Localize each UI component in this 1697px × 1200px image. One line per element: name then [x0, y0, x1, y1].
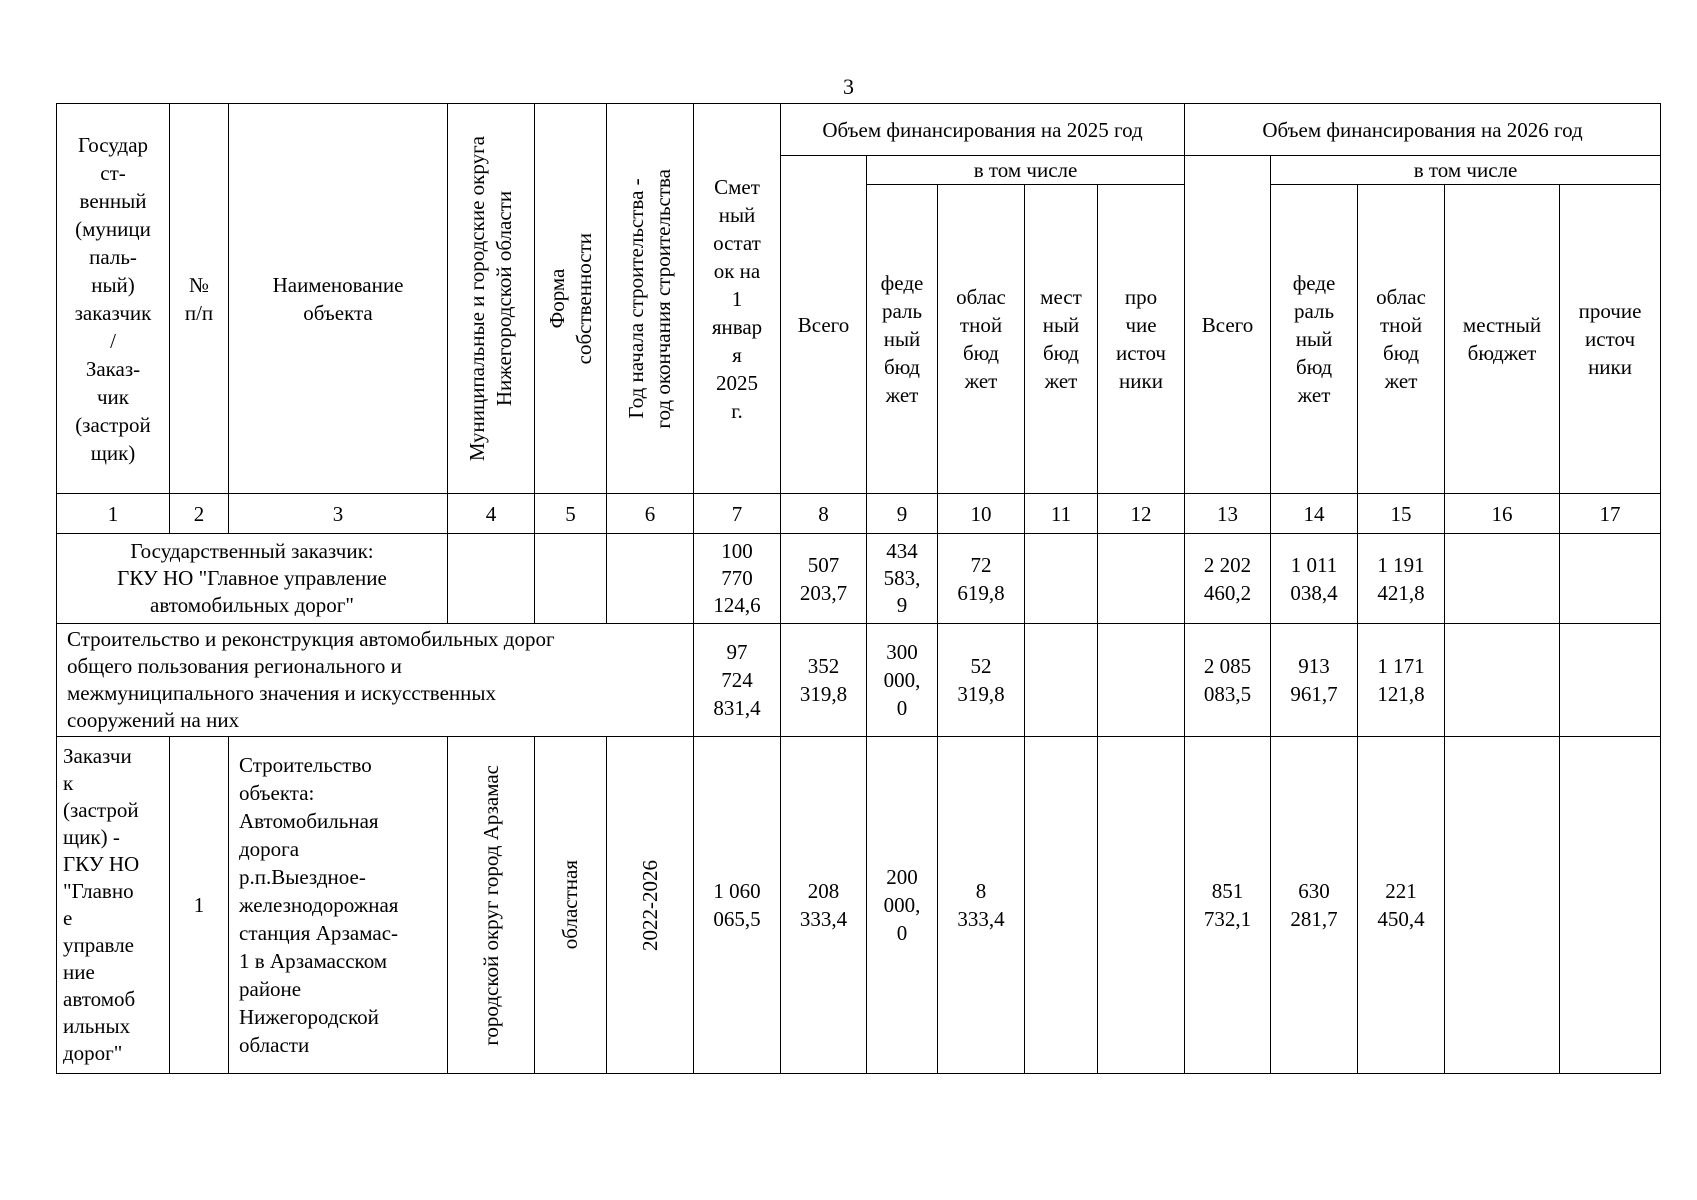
header-federal-2025: феде раль ный бюд жет	[867, 185, 938, 494]
column-number: 15	[1358, 494, 1445, 534]
item-municipality-text: городской округ город Арзамас	[478, 764, 503, 1046]
empty-cell	[1098, 534, 1185, 624]
header-municipality	[448, 104, 535, 494]
column-number: 6	[607, 494, 694, 534]
estimate-value: 1 060 065,5	[694, 737, 781, 1074]
column-number: 10	[938, 494, 1025, 534]
table-row-state-customer	[57, 534, 1661, 624]
column-number-row	[57, 494, 1661, 534]
header-local-2026: местный бюджет	[1445, 185, 1560, 494]
federal-2025-value: 200 000, 0	[867, 737, 938, 1074]
column-number: 2	[170, 494, 229, 534]
header-years	[607, 104, 694, 494]
header-incl-2025: в том числе	[867, 156, 1185, 185]
column-number: 5	[535, 494, 607, 534]
financing-table	[56, 103, 1661, 1074]
regional-2025-value: 52 319,8	[938, 624, 1025, 737]
header-federal-2026: феде раль ный бюд жет	[1271, 185, 1358, 494]
federal-2025-value: 300 000, 0	[867, 624, 938, 737]
section-label: Строительство и реконструкция автомобильных дорог общего пользования регионального и межмуниципального значения и искусственных сооружений на них	[57, 624, 694, 737]
total-2026-value: 2 202 460,2	[1185, 534, 1271, 624]
empty-cell	[1025, 534, 1098, 624]
empty-cell	[535, 534, 607, 624]
page-number: 3	[843, 74, 854, 99]
column-number: 17	[1560, 494, 1661, 534]
table-row-item-1	[57, 737, 1661, 1074]
empty-cell	[1098, 624, 1185, 737]
regional-2025-value: 72 619,8	[938, 534, 1025, 624]
empty-cell	[448, 534, 535, 624]
column-number: 7	[694, 494, 781, 534]
item-object-name: Строительство объекта: Автомобильная дорога р.п.Выездное- железнодорожная станция Арзамас- 1 в Арзамасском районе Нижегородской области	[229, 737, 448, 1074]
regional-2026-value: 1 171 121,8	[1358, 624, 1445, 737]
item-years-text: 2022-2026	[637, 859, 662, 951]
empty-cell	[1098, 737, 1185, 1074]
regional-2026-value: 1 191 421,8	[1358, 534, 1445, 624]
header-customer: Государ ст- венный (муници паль- ный) заказчик / Заказ- чик (застрой щик)	[57, 104, 170, 494]
header-years-text: Год начала строительства - год окончания строительства	[624, 168, 675, 429]
state-customer-label: Государственный заказчик: ГКУ НО "Главное управление автомобильных дорог"	[57, 534, 448, 624]
federal-2026-value: 1 011 038,4	[1271, 534, 1358, 624]
item-ownership	[535, 737, 607, 1074]
column-number: 4	[448, 494, 535, 534]
header-other-2025: про чие источ ники	[1098, 185, 1185, 494]
header-ownership	[535, 104, 607, 494]
total-2025-value: 208 333,4	[781, 737, 867, 1074]
estimate-value: 100 770 124,6	[694, 534, 781, 624]
item-customer: Заказчи к (застрой щик) - ГКУ НО "Главно е управле ние автомоб ильных дорог"	[57, 737, 170, 1074]
header-other-2026: прочие источ ники	[1560, 185, 1661, 494]
total-2025-value: 507 203,7	[781, 534, 867, 624]
item-municipality	[448, 737, 535, 1074]
header-ownership-text: Форма собственности	[544, 232, 596, 365]
header-fin-2025: Объем финансирования на 2025 год	[781, 104, 1185, 156]
column-number: 14	[1271, 494, 1358, 534]
header-object-name: Наименование объекта	[229, 104, 448, 494]
total-2026-value: 2 085 083,5	[1185, 624, 1271, 737]
header-regional-2026: облас тной бюд жет	[1358, 185, 1445, 494]
federal-2026-value: 913 961,7	[1271, 624, 1358, 737]
header-row	[57, 104, 1661, 156]
header-estimate: Смет ный остат ок на 1 январ я 2025 г.	[694, 104, 781, 494]
empty-cell	[1560, 534, 1661, 624]
column-number: 8	[781, 494, 867, 534]
item-ownership-text: областная	[558, 860, 582, 950]
empty-cell	[1445, 534, 1560, 624]
item-years	[607, 737, 694, 1074]
column-number: 13	[1185, 494, 1271, 534]
column-number: 16	[1445, 494, 1560, 534]
column-number: 1	[57, 494, 170, 534]
header-municipality-text: Муниципальные и городские округа Нижегородской области	[465, 135, 516, 462]
column-number: 3	[229, 494, 448, 534]
header-total-2026: Всего	[1185, 156, 1271, 494]
column-number: 9	[867, 494, 938, 534]
header-num: № п/п	[170, 104, 229, 494]
item-num: 1	[170, 737, 229, 1074]
total-2025-value: 352 319,8	[781, 624, 867, 737]
empty-cell	[1025, 737, 1098, 1074]
table-row-section	[57, 624, 1661, 737]
header-total-2025: Всего	[781, 156, 867, 494]
federal-2026-value: 630 281,7	[1271, 737, 1358, 1074]
regional-2025-value: 8 333,4	[938, 737, 1025, 1074]
total-2026-value: 851 732,1	[1185, 737, 1271, 1074]
empty-cell	[1560, 737, 1661, 1074]
column-number: 12	[1098, 494, 1185, 534]
header-regional-2025: облас тной бюд жет	[938, 185, 1025, 494]
estimate-value: 97 724 831,4	[694, 624, 781, 737]
empty-cell	[1445, 737, 1560, 1074]
federal-2025-value: 434 583, 9	[867, 534, 938, 624]
empty-cell	[1445, 624, 1560, 737]
empty-cell	[1560, 624, 1661, 737]
empty-cell	[607, 534, 694, 624]
header-fin-2026: Объем финансирования на 2026 год	[1185, 104, 1661, 156]
column-number: 11	[1025, 494, 1098, 534]
regional-2026-value: 221 450,4	[1358, 737, 1445, 1074]
empty-cell	[1025, 624, 1098, 737]
header-incl-2026: в том числе	[1271, 156, 1661, 185]
header-local-2025: мест ный бюд жет	[1025, 185, 1098, 494]
